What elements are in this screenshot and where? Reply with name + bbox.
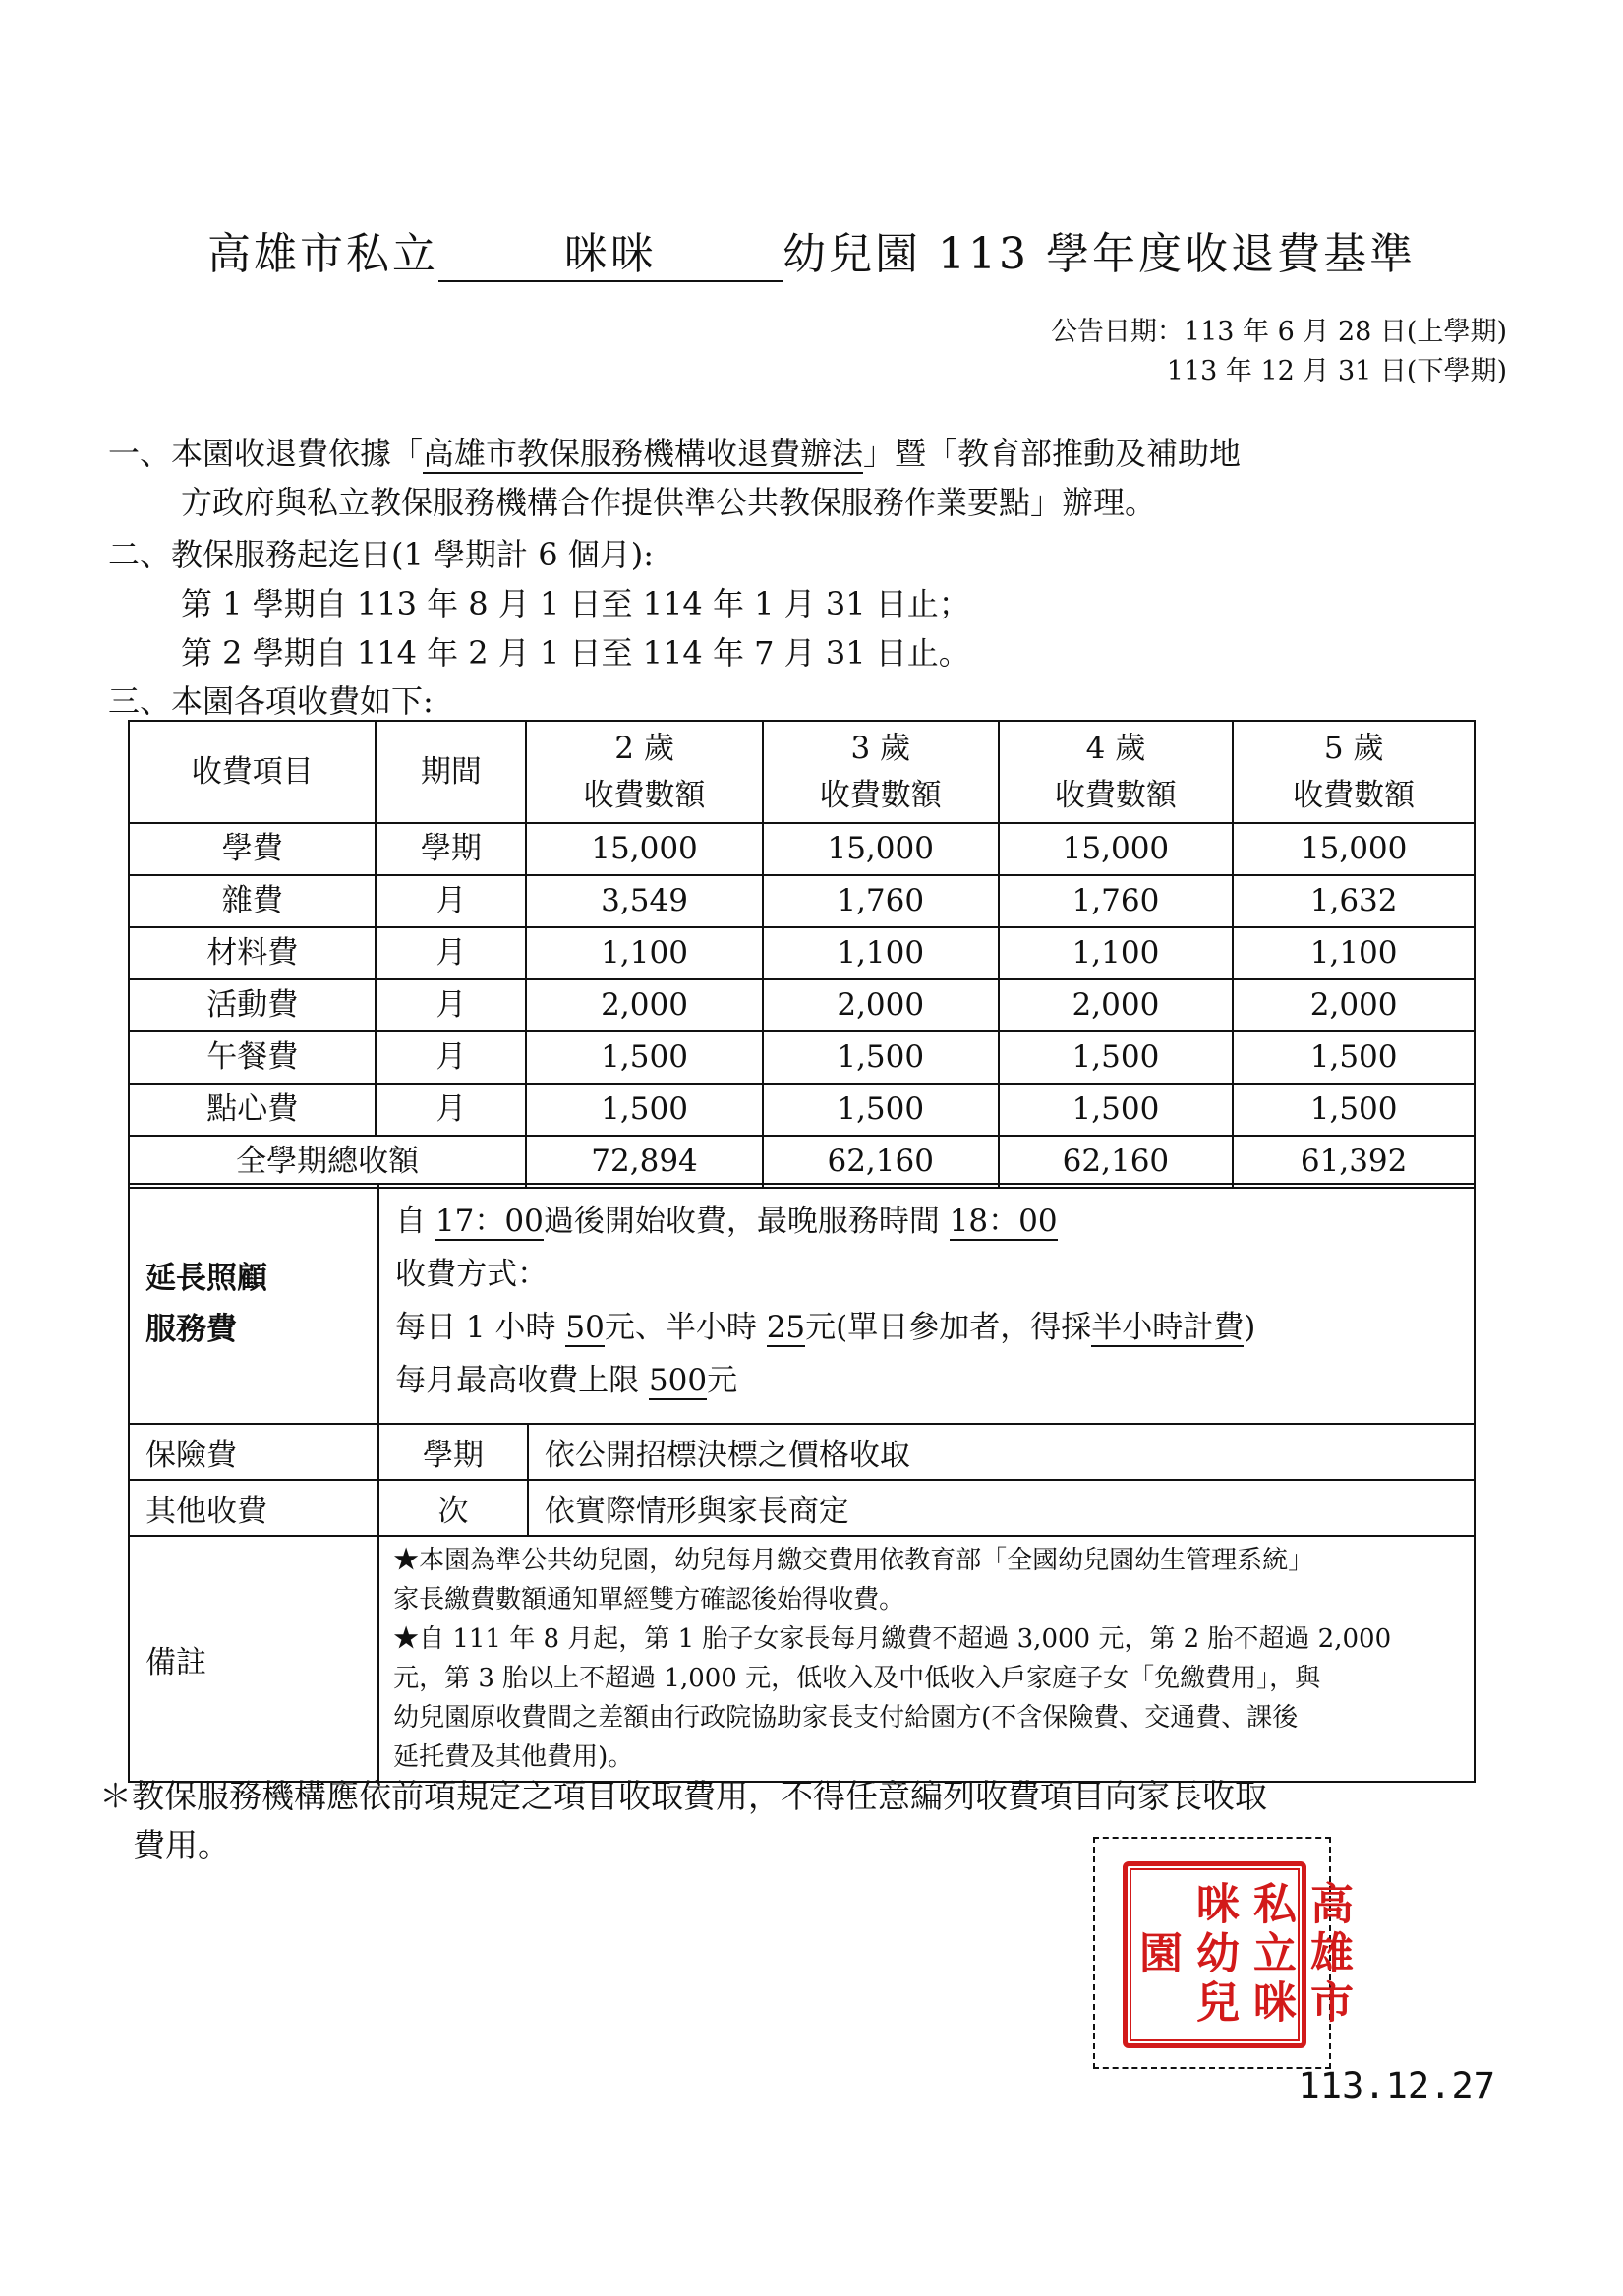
cell-age-3: 1,760 (763, 875, 999, 927)
extended-care-line-1: 自 17：00過後開始收費，最晚服務時間 18：00 (395, 1204, 1058, 1239)
footnote-line-2: 費用。 (133, 1826, 230, 1864)
other-fee-label: 其他收費 (129, 1480, 378, 1536)
row-item: 點心費 (129, 1084, 376, 1136)
header-age-2: 2 歲 收費數額 (526, 721, 763, 823)
seal-column-1: 高雄市 (1303, 1881, 1353, 2029)
remarks-line-6: 延托費及其他費用)。 (393, 1742, 634, 1772)
official-seal (1123, 1861, 1353, 2048)
other-fee-row (129, 1480, 1475, 1536)
cell-age-2: 1,100 (526, 927, 763, 979)
extended-care-line-2: 收費方式： (395, 1257, 549, 1292)
cell-age-4: 1,500 (999, 1084, 1234, 1136)
cell-age-5: 2,000 (1233, 979, 1475, 1031)
total-age-2: 72,894 (526, 1136, 763, 1188)
announcement-date-first: 公告日期：113 年 6 月 28 日(上學期) (1050, 317, 1507, 347)
section-2-line-2: 第 1 學期自 113 年 8 月 1 日至 114 年 1 月 31 日止； (181, 585, 970, 622)
other-fee-period: 次 (378, 1480, 528, 1536)
remarks-row (129, 1536, 1475, 1782)
seal-column-2: 私立咪 (1246, 1881, 1296, 2029)
table-row (129, 927, 1475, 979)
header-item: 收費項目 (129, 721, 376, 823)
row-period: 月 (376, 875, 526, 927)
document-date-stamp: 113.12.27 (1298, 2065, 1495, 2107)
announcement-date-second: 113 年 12 月 31 日(下學期) (1166, 356, 1507, 386)
row-item: 學費 (129, 823, 376, 875)
extended-care-content (378, 1184, 1475, 1424)
cell-age-5: 1,100 (1233, 927, 1475, 979)
section-1-text-a: 一、本園收退費依據「 (108, 435, 424, 472)
cell-age-3: 2,000 (763, 979, 999, 1031)
remarks-line-2: 家長繳費數額通知單經雙方確認後始得收費。 (393, 1585, 905, 1615)
remarks-line-3: ★自 111 年 8 月起，第 1 胎子女家長每月繳費不超過 3,000 元，第 2 胎不超過 2,000 (393, 1624, 1392, 1654)
additional-fees-table (128, 1183, 1476, 1783)
extended-care-line-4: 每月最高收費上限 500元 (395, 1363, 738, 1398)
total-row (129, 1136, 1475, 1188)
extended-care-line-3: 每日 1 小時 50元、半小時 25元(單日參加者，得採半小時計費) (395, 1310, 1256, 1345)
row-period: 學期 (376, 823, 526, 875)
extended-care-label: 延長照顧 服務費 (129, 1184, 378, 1424)
header-period: 期間 (376, 721, 526, 823)
cell-age-5: 15,000 (1233, 823, 1475, 875)
kindergarten-name-field: 咪咪 (438, 230, 783, 282)
title-suffix: 幼兒園 113 學年度收退費基準 (783, 229, 1416, 279)
insurance-period: 學期 (378, 1424, 528, 1480)
regulation-name: 高雄市教保服務機構收退費辦法 (423, 435, 864, 472)
section-2-line-3: 第 2 學期自 114 年 2 月 1 日至 114 年 7 月 31 日止。 (181, 634, 970, 672)
cell-age-4: 1,100 (999, 927, 1234, 979)
cell-age-3: 1,500 (763, 1031, 999, 1084)
document-title (0, 218, 1623, 282)
row-period: 月 (376, 927, 526, 979)
cell-age-4: 1,500 (999, 1031, 1234, 1084)
row-period: 月 (376, 1084, 526, 1136)
extended-care-row (129, 1184, 1475, 1424)
cell-age-2: 3,549 (526, 875, 763, 927)
row-period: 月 (376, 979, 526, 1031)
section-3-line-1: 三、本園各項收費如下: (108, 682, 434, 720)
table-row (129, 875, 1475, 927)
cell-age-2: 1,500 (526, 1031, 763, 1084)
section-1-line-1 (108, 429, 1241, 478)
fee-table (128, 720, 1476, 1189)
other-fee-content: 依實際情形與家長商定 (528, 1480, 1475, 1536)
total-label: 全學期總收額 (129, 1136, 526, 1188)
row-period: 月 (376, 1031, 526, 1084)
cell-age-5: 1,632 (1233, 875, 1475, 927)
cell-age-2: 1,500 (526, 1084, 763, 1136)
announcement-date (1051, 313, 1507, 391)
insurance-label: 保險費 (129, 1424, 378, 1480)
header-age-3: 3 歲 收費數額 (763, 721, 999, 823)
row-item: 材料費 (129, 927, 376, 979)
cell-age-3: 1,100 (763, 927, 999, 979)
section-2-line-1: 二、教保服務起迄日(1 學期計 6 個月): (108, 536, 654, 573)
table-row (129, 1031, 1475, 1084)
cell-age-5: 1,500 (1233, 1031, 1475, 1084)
insurance-row (129, 1424, 1475, 1480)
seal-column-3: 咪幼兒園 (1131, 1881, 1239, 2029)
remarks-content (378, 1536, 1475, 1782)
cell-age-4: 15,000 (999, 823, 1234, 875)
cell-age-5: 1,500 (1233, 1084, 1475, 1136)
table-row (129, 1084, 1475, 1136)
section-1-text-b: 」暨「教育部推動及補助地 (863, 435, 1242, 472)
section-1-line-2: 方政府與私立教保服務機構合作提供準公共教保服務作業要點」辦理。 (181, 484, 1157, 521)
table-row (129, 979, 1475, 1031)
row-item: 活動費 (129, 979, 376, 1031)
remarks-line-4: 元，第 3 胎以上不超過 1,000 元，低收入及中低收入戶家庭子女「免繳費用」，與 (393, 1664, 1321, 1693)
cell-age-3: 15,000 (763, 823, 999, 875)
header-age-4: 4 歲 收費數額 (999, 721, 1234, 823)
table-row (129, 823, 1475, 875)
fee-table-header-row (129, 721, 1475, 823)
cell-age-4: 2,000 (999, 979, 1234, 1031)
cell-age-3: 1,500 (763, 1084, 999, 1136)
footnote-line-1: ＊教保服務機構應依前項規定之項目收取費用，不得任意編列收費項目向家長收取 (99, 1777, 1267, 1815)
cell-age-2: 15,000 (526, 823, 763, 875)
title-prefix: 高雄市私立 (207, 229, 439, 279)
total-age-3: 62,160 (763, 1136, 999, 1188)
total-age-4: 62,160 (999, 1136, 1234, 1188)
header-age-5: 5 歲 收費數額 (1233, 721, 1475, 823)
total-age-5: 61,392 (1233, 1136, 1475, 1188)
remarks-line-5: 幼兒園原收費間之差額由行政院協助家長支付給園方(不含保險費、交通費、課後 (393, 1703, 1299, 1733)
remarks-line-1: ★本園為準公共幼兒園，幼兒每月繳交費用依教育部「全國幼兒園幼生管理系統」 (393, 1546, 1314, 1575)
row-item: 午餐費 (129, 1031, 376, 1084)
cell-age-2: 2,000 (526, 979, 763, 1031)
cell-age-4: 1,760 (999, 875, 1234, 927)
row-item: 雜費 (129, 875, 376, 927)
remarks-label: 備註 (129, 1536, 378, 1782)
insurance-content: 依公開招標決標之價格收取 (528, 1424, 1475, 1480)
